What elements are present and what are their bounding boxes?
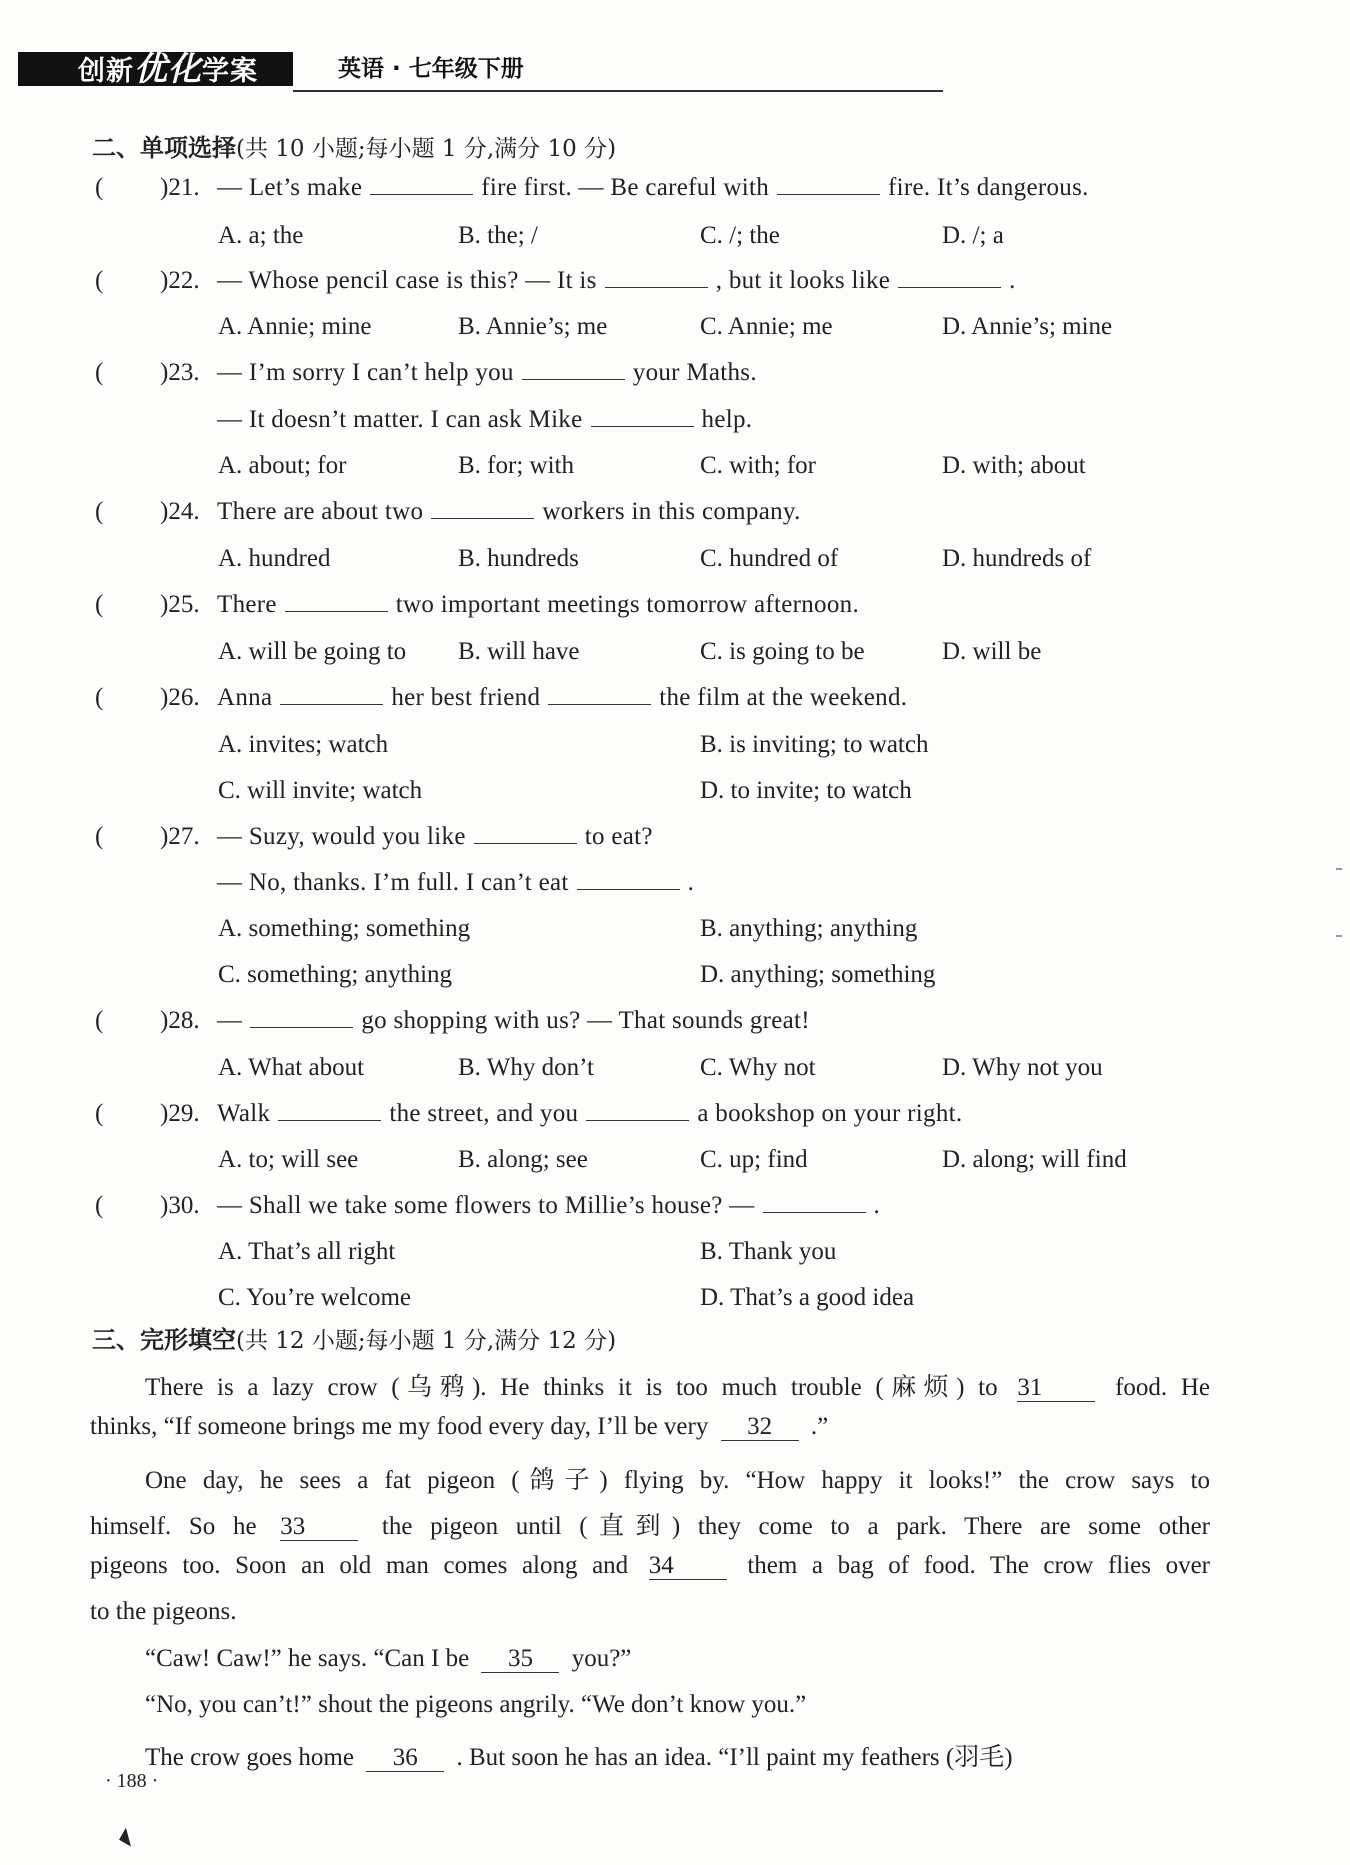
answer-blank[interactable] [280,684,383,705]
answer-paren[interactable]: ( [95,1192,104,1219]
stem-text: — It doesn’t matter. I can ask Mike [217,406,583,433]
stem-text: . [873,1192,881,1219]
stem-text: — [217,1007,243,1034]
stem-text: a bookshop on your right. [697,1100,963,1127]
passage-text: you?” [571,1645,632,1672]
passage-text: “No, you can’t!” shout the pigeons angrily. “We don’t know you.” [145,1691,807,1718]
stem-text: the film at the weekend. [659,684,908,711]
edge-mark [1336,935,1342,937]
answer-blank[interactable] [431,498,534,519]
answer-blank[interactable] [605,267,708,288]
passage-line [145,1645,1245,1673]
question-number: )28. [160,1007,200,1034]
corner-mark: ◣ [118,1823,141,1849]
option-c[interactable]: C. You’re welcome [218,1284,412,1311]
passage-text: The crow goes home [145,1744,354,1771]
option-a[interactable]: A. That’s all right [218,1238,396,1265]
answer-blank[interactable] [285,591,388,612]
cloze-blank-32[interactable]: 32 [721,1414,799,1441]
question-number: )22. [160,267,200,294]
stem-text: Walk [217,1100,271,1127]
cloze-blank-36[interactable]: 36 [366,1745,444,1772]
answer-blank[interactable] [250,1007,353,1028]
option-c[interactable]: C. hundred of [700,545,839,572]
answer-blank[interactable] [777,174,880,195]
question-number: )21. [160,174,200,201]
answer-blank[interactable] [763,1192,866,1213]
option-b[interactable]: B. along; see [458,1146,588,1173]
question-stem [217,684,907,712]
page-header [18,49,1318,92]
section-3-heading [92,1320,616,1355]
stem-text: — I’m sorry I can’t help you [217,359,514,386]
passage-text: thinks, “If someone brings me my food every day, I’ll be very [90,1413,709,1440]
option-c[interactable]: C. up; find [700,1146,808,1173]
answer-paren[interactable]: ( [95,359,104,386]
stem-text: . [687,869,695,896]
option-b[interactable]: B. anything; anything [700,915,918,942]
answer-paren[interactable]: ( [95,1007,104,1034]
option-d[interactable]: D. to invite; to watch [700,777,912,804]
option-c[interactable]: C. Annie; me [700,313,833,340]
question-stem [217,1007,810,1035]
question-number: )26. [160,684,200,711]
stem-text: the street, and you [389,1100,579,1127]
cloze-blank-34[interactable]: 34 [649,1553,727,1580]
option-a[interactable]: A. a; the [218,222,304,249]
cloze-blank-31[interactable]: 31 [1017,1375,1095,1402]
question-number: )29. [160,1100,200,1127]
question-stem [217,174,1089,202]
option-c[interactable]: C. Why not [700,1054,816,1081]
passage-text: them a bag of food. The crow flies over [747,1552,1211,1579]
option-a[interactable]: A. invites; watch [218,731,389,758]
option-d[interactable]: D. Why not you [942,1054,1103,1081]
option-a[interactable]: A. something; something [218,915,471,942]
brand-logo [18,49,293,88]
question-number: )25. [160,591,200,618]
passage-text: the pigeon until (直到) they come to a park. There are some other [381,1513,1211,1540]
option-d[interactable]: D. /; a [942,222,1004,249]
passage-line [90,1506,1210,1542]
passage-text: food. He [1115,1374,1211,1401]
option-b[interactable]: B. Annie’s; me [458,313,608,340]
option-d[interactable]: D. That’s a good idea [700,1284,915,1311]
answer-blank[interactable] [474,823,577,844]
question-number: )30. [160,1192,200,1219]
option-b[interactable]: B. Thank you [700,1238,837,1265]
stem-text: your Maths. [632,359,757,386]
passage-text: . But soon he has an idea. “I’ll paint my feathers (羽毛) [456,1744,1013,1771]
stem-text: There [217,591,277,618]
answer-paren[interactable]: ( [95,1100,104,1127]
stem-text: — No, thanks. I’m full. I can’t eat [217,869,569,896]
question-stem [217,267,1016,295]
question-number: )27. [160,823,200,850]
option-d[interactable]: D. anything; something [700,961,936,988]
stem-text: — Shall we take some flowers to Millie’s house? — [217,1192,755,1219]
section-3-title: 三、完形填空 [92,1325,236,1354]
passage-line [145,1737,1245,1773]
option-a[interactable]: A. hundred [218,545,331,572]
answer-paren[interactable]: ( [95,591,104,618]
passage-text: “Caw! Caw!” he says. “Can I be [145,1645,470,1672]
stem-text: fire first. — Be careful with [481,174,769,201]
page-number: · 188 · [105,1770,159,1792]
section-2-heading [92,128,616,163]
stem-text: go shopping with us? — That sounds great! [361,1007,810,1034]
option-c[interactable]: C. /; the [700,222,780,249]
passage-line [145,1460,1210,1496]
passage-text: pigeons too. Soon an old man comes along and [90,1552,629,1579]
option-a[interactable]: A. about; for [218,452,347,479]
passage-line [145,1367,1210,1403]
answer-paren[interactable]: ( [95,823,104,850]
stem-text: her best friend [391,684,541,711]
passage-text: One day, he sees a fat pigeon (鸽子) flying by. “How happy it looks!” the crow says to [145,1467,1210,1494]
question-stem [217,869,694,897]
option-c[interactable]: C. with; for [700,452,816,479]
question-stem [217,823,653,851]
question-number: )23. [160,359,200,386]
question-stem [217,591,859,619]
option-d[interactable]: D. along; will find [942,1146,1127,1173]
answer-paren[interactable]: ( [95,684,104,711]
option-b[interactable]: B. is inviting; to watch [700,731,929,758]
option-a[interactable]: A. will be going to [218,638,407,665]
question-stem [217,1192,880,1220]
option-c[interactable]: C. will invite; watch [218,777,423,804]
question-stem [217,498,801,526]
passage-text: to the pigeons. [90,1598,237,1625]
brand-text-b: 优化 [134,49,202,88]
answer-paren[interactable]: ( [95,267,104,294]
answer-paren[interactable]: ( [95,174,104,201]
answer-blank[interactable] [278,1100,381,1121]
option-a[interactable]: A. to; will see [218,1146,359,1173]
option-b[interactable]: B. Why don’t [458,1054,594,1081]
answer-blank[interactable] [548,684,651,705]
section-2-note: (共 10 小题;每小题 1 分,满分 10 分) [236,136,617,162]
stem-text: two important meetings tomorrow afternoon. [395,591,859,618]
option-b[interactable]: B. for; with [458,452,574,479]
answer-blank[interactable] [522,359,625,380]
passage-line [90,1552,1210,1580]
section-2-title: 二、单项选择 [92,133,236,162]
answer-blank[interactable] [898,267,1001,288]
cloze-blank-33[interactable]: 33 [280,1514,358,1541]
stem-text: — Suzy, would you like [217,823,466,850]
stem-text: workers in this company. [542,498,801,525]
option-d[interactable]: D. will be [942,638,1042,665]
stem-text: help. [701,406,753,433]
header-rule [293,90,943,92]
option-c[interactable]: C. something; anything [218,961,453,988]
stem-text: There are about two [217,498,424,525]
passage-text: .” [810,1413,829,1440]
stem-text: to eat? [584,823,653,850]
subject-title: 英语 · 七年级下册 [338,56,524,82]
edge-mark [1336,868,1342,870]
option-d[interactable]: D. Annie’s; mine [942,313,1113,340]
option-d[interactable]: D. with; about [942,452,1086,479]
passage-text: There is a lazy crow (乌鸦). He thinks it is too much trouble (麻烦) to [145,1374,998,1401]
option-b[interactable]: B. will have [458,638,580,665]
stem-text: Anna [217,684,273,711]
answer-blank[interactable] [586,1100,689,1121]
passage-text: himself. So he [90,1513,257,1540]
passage-line [90,1598,1190,1626]
passage-line [90,1413,1190,1441]
answer-blank[interactable] [577,869,680,890]
option-a[interactable]: A. Annie; mine [218,313,372,340]
passage-line [145,1691,1245,1719]
question-stem [217,1100,962,1128]
cloze-blank-35[interactable]: 35 [481,1646,559,1673]
brand-text-a: 创新 [78,56,134,87]
stem-text: , but it looks like [715,267,891,294]
option-a[interactable]: A. What about [218,1054,365,1081]
stem-text: — Whose pencil case is this? — It is [217,267,597,294]
option-d[interactable]: D. hundreds of [942,545,1092,572]
section-3-note: (共 12 小题;每小题 1 分,满分 12 分) [236,1328,617,1354]
stem-text: — Let’s make [217,174,363,201]
question-stem [217,406,752,434]
question-number: )24. [160,498,200,525]
brand-text-c: 学案 [202,56,258,87]
option-c[interactable]: C. is going to be [700,638,865,665]
option-b[interactable]: B. hundreds [458,545,579,572]
answer-blank[interactable] [591,406,694,427]
answer-blank[interactable] [370,174,473,195]
option-b[interactable]: B. the; / [458,222,538,249]
answer-paren[interactable]: ( [95,498,104,525]
question-stem [217,359,757,387]
stem-text: fire. It’s dangerous. [888,174,1089,201]
stem-text: . [1009,267,1016,294]
